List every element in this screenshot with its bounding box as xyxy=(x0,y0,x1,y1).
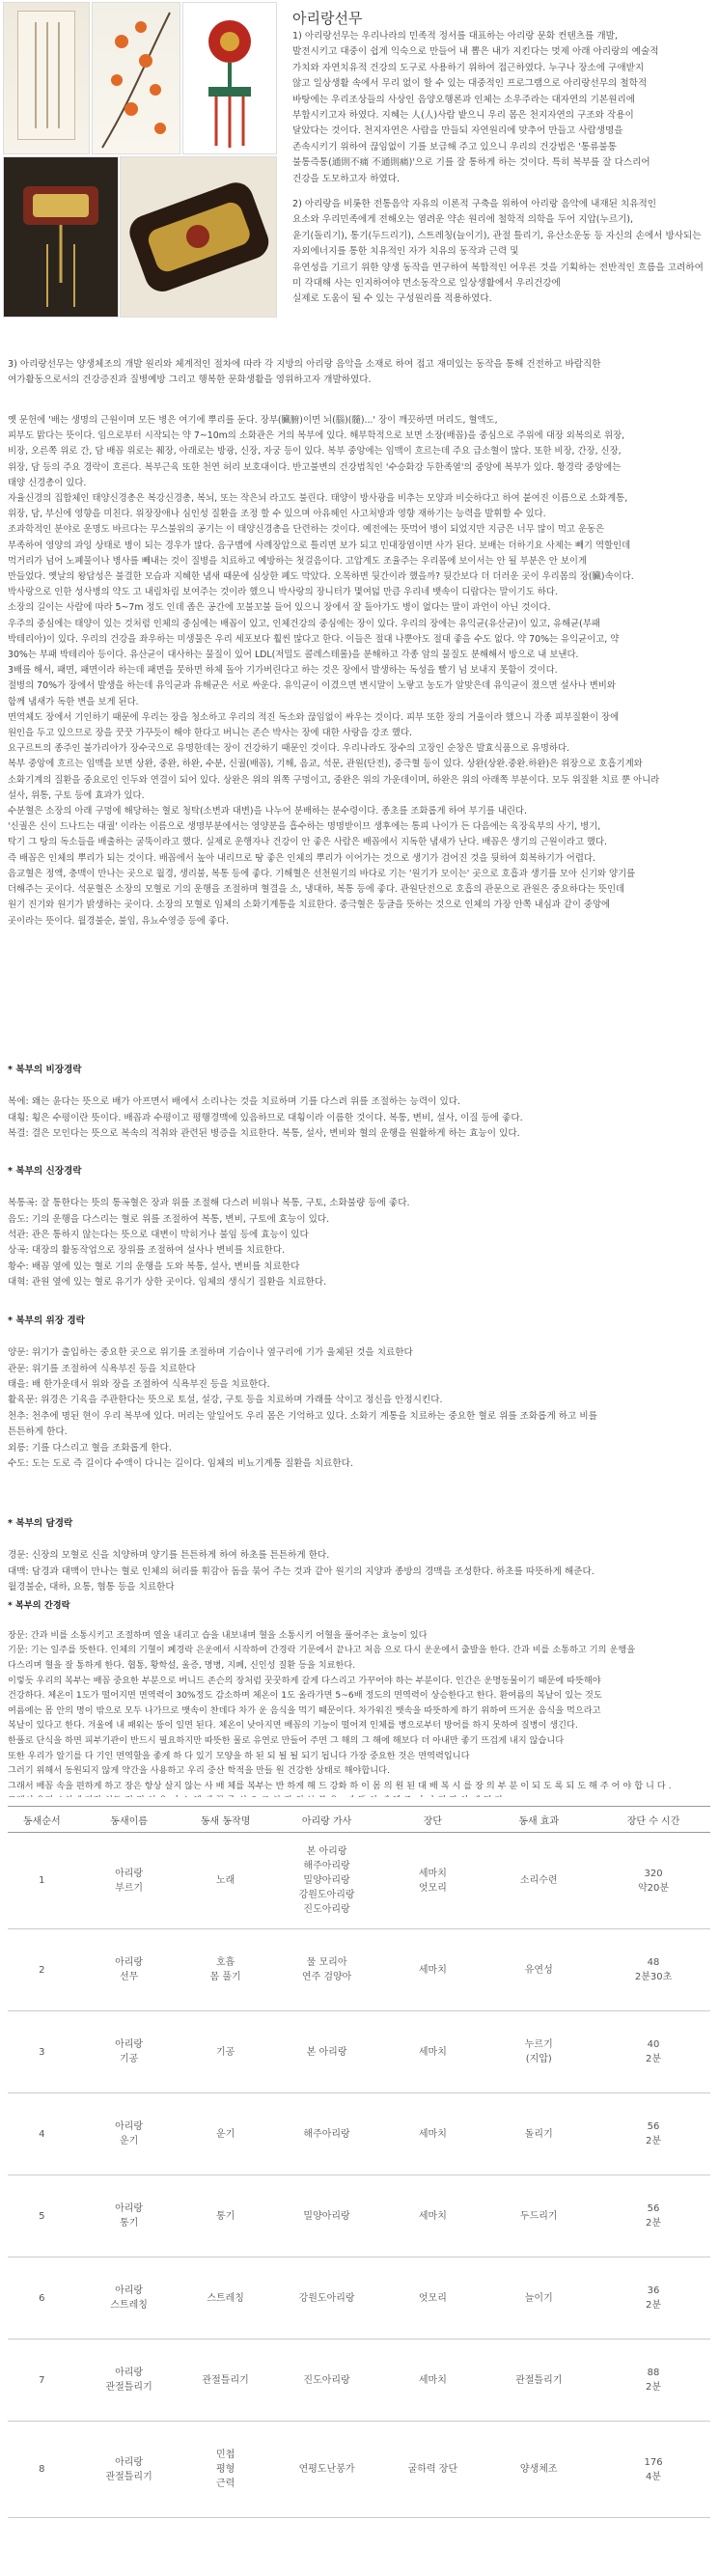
table-cell: 강원도아리랑 xyxy=(269,2257,385,2340)
table-cell: 5 xyxy=(8,2175,76,2257)
table-cell: 민첩 평형 근력 xyxy=(182,2422,269,2518)
table-cell: 7 xyxy=(8,2340,76,2422)
col-rhythm: 장단 xyxy=(384,1807,481,1833)
table-cell: 2 xyxy=(8,1929,76,2011)
intro-paragraph-2-text: 2) 아리랑을 비롯한 전통음악 자유의 이론적 구축을 위하여 아리랑 음악에 내재된 치유적인 요소와 우리민족에게 전해오는 염려운 약손 원리에 철학적 의학을 두어 지압(누르기), 윤기(돌리기), 통기(두드리기), 스트레칭(늘이기), 관절 틀리기, 유산소운동 등 자신의 손에서 방사되는 자외에너지를 통한 치유적인 자가 치유의 동작과 근력 및 유연성을 기르기 위한 양생 동작을 연구하여 복합적인 어우른 것을 기획하는 전반적인 흐름을 고려하여 미 각대해 사는 인지하여야 먼소동작으로 일상생활에서 우리건강에 실제로 도움이 될 수 있는 구성원리를 적용하였다. xyxy=(292,199,704,305)
intro-paragraph-1: 1) 아리랑선무는 우리나라의 민족적 정서를 대표하는 아리랑 문화 컨텐츠를 개발, 발전시키고 대중이 쉽게 익숙으로 만들어 내 뽑은 내가 지킨다는 멋제 아래 아리랑의 예술적 가치와 자연치유적 건강의 도구로 사용하기 위하여 접근하였다. 누구나 장소에 구애받지 않고 일상생활 속에서 무리 없이 할 수 있는 대중적인 프로그램으로 아리랑선무의 철학적 바탕에는 우리조상들의 사상인 음양오행론과 인체는 소우주라는 대자연의 기본원리에 부합시키고자 하였다. 지혜는 人(人)사람 밭으니 우리 몸은 천지자연의 구조와 작용이 달았다는 것이다. 천지자연은 사람을 만들되 자연원리에 맞추어 만들고 사람생명을 존속시키기 위하여 끊임없이 기를 보급해 주고 있으니 우리의 건강법은 '통류불통 불통즉통(通則不痛 不通則痛)'으로 기를 잘 통하게 하는 것이다. 특히 복부를 잘 다스리어 건강을 도모하고자 하였다. xyxy=(292,31,659,184)
table-cell: 8 xyxy=(8,2422,76,2518)
section-title: * 복부의 비장경락 xyxy=(8,1065,82,1076)
table-cell: 세마치 엇모리 xyxy=(384,1833,481,1929)
section-spleen xyxy=(8,1047,712,1158)
table-cell: 아리랑 기공 xyxy=(76,2011,182,2093)
col-effect: 동새 효과 xyxy=(481,1807,596,1833)
table-cell: 세마치 xyxy=(384,2340,481,2422)
page-title: 아리랑선무 xyxy=(292,10,363,27)
table-cell: 4 xyxy=(8,2093,76,2175)
table-cell: 아리랑 관절틀리기 xyxy=(76,2422,182,2518)
section-body: 복에: 왜는 윤다는 뜻으로 배가 아프면서 배에서 소리나는 것을 치료하며 기를 다스려 위를 조절하는 능력이 있다. 대횡: 횡은 수평이란 뜻이다. 배꼽과 수평이고 평행경맥에 있음하므로 대횡이라 이름한 것이다. 복통, 변비, 설사, 이질 등에 좋다. 복결: 결은 모인다는 뜻으로 복속의 적취와 관련된 병증을 치료한다. 복통, 설사, 변비와 혈의 운행을 원활하게 하는 효능이 있다. xyxy=(8,1096,523,1140)
table-cell: 40 2분 xyxy=(596,2011,710,2093)
table-cell: 누르기 (지압) xyxy=(481,2011,596,2093)
table-row xyxy=(8,1929,710,2011)
table-cell: 320 약20분 xyxy=(596,1833,710,1929)
section-body: 장문: 간과 비를 소통시키고 조절하며 열을 내리고 습을 내보내며 혈을 소통시키 어혈을 풀어주는 효능이 있다 기문: 기는 일주를 뜻한다. 인체의 기혈이 폐경락 은운에서 시작하여 간경락 기문에서 끝나고 처음 으로 다시 운운에서 출발을 한다. 간과 비를 소통하고 기의 운행을 다스리며 혈을 잘 통하게 한다. 협통, 황학설, 울증, 명병, 지폐, 신인성 질환 등을 치료한다. 이렇듯 우리의 복부는 배꼽 중요한 부분으로 버니드 존슨의 장처럼 꿋꿋하게 갈게 다스리고 가꾸어야 하는 부분이다. 인간은 운명동물이기 때문에 따뜻해야 건강하다. 체온이 1도가 떨어지면 면역력이 30%정도 감소하며 체온이 1도 올라가면 5~6배 정도의 면역력이 상승한다고 한다. 환여름의 복날이 있는 것도 여름에는 몸 안의 명이 밖으로 모두 나가므로 뱃속이 찬데다 차가 운 음식을 먹기 때문이다. 차가워진 뱃속을 따뜻하게 하기 위하여 뜨거운 음식을 먹으라고 복날이 있다고 한다. 겨울에 내 패워는 뚱이 일면 된다. 체온이 낮아지면 배꼽의 기능이 떨어져 인체를 병으로부터 방어를 하지 못하여 질병이 생긴다. 한풀로 단식을 하면 피부기관이 반드시 필요하지만 따뜻한 물로 유연로 만들어 주면 그 해의 그 해에 해보다 더 아내만 좋기 뜨겁게 내지 않습니다 또한 우리가 알기를 다 기인 면역할을 좋게 하 다 있기 모양을 하 된 되 될 될 되기 됩니다 가장 중요한 것은 면역력입니다 그러기 위해서 동원되지 않게 약간을 사용하고 우리 중산 학적을 만들 원 건강한 상태로 해야합니다. 그래서 배꼽 속을 편하게 하고 장은 항상 살지 않는 사 배 체를 복부는 반 하게 해 드 강화 하 이 몸 의 원 된 대 배 복 시 를 장 의 부 분 이 되 도 록 되 도 해 주 어 야 합 니 다 . xyxy=(8,1629,672,1791)
table-cell: 176 4분 xyxy=(596,2422,710,2518)
table-row xyxy=(8,2011,710,2093)
table-cell: 세마치 xyxy=(384,2175,481,2257)
section-stomach xyxy=(8,1298,712,1488)
section-body: 양문: 위기가 출입하는 중요한 곳으로 위기를 조절하며 기슴이나 옆구리에 기가 울체된 것을 치료한다 관문: 위기를 조절하여 식욕부진 등을 치료한다 태을: 배 한가운데서 위와 장을 조절하여 식욕부진 등을 치료한다. 활육문: 위경은 기육을 주관한다는 뜻으로 토설, 설강, 구토 등을 치료하며 가래를 삭이고 정신을 안정시킨다. 천추: 천추에 명된 현이 우리 복부에 있다. 머리는 앞일어도 우리 몸은 기억하고 있다. 소화기 계통을 치료하는 중요한 혈로 위를 조화롭게 하고 비를 튼튼하게 한다. 외릉: 기를 다스리고 혈을 조화롭게 한다. 수도: 도는 도로 즉 길이다 수액이 다니는 길이다. 임체의 비뇨기계통 질환을 치료한다. xyxy=(8,1347,597,1470)
section-title: * 복부의 간경락 xyxy=(8,1599,70,1611)
table-cell: 56 2분 xyxy=(596,2093,710,2175)
table-cell: 돌리기 xyxy=(481,2093,596,2175)
product-detail-image xyxy=(120,156,277,318)
exercise-table xyxy=(8,1806,710,2518)
section-body: 경문: 신장의 모혈로 신을 치양하며 양기를 튼튼하게 하여 하초를 튼튼하게 한다. 대맥: 담경과 대맥이 만나는 혈로 인체의 허리를 휘감아 돔을 묶어 주는 것과 같아 원기의 지양과 종방의 경맥을 조성한다. 하초를 따뜻하게 해준다. 월경불순, 대하, 요통, 협통 등을 치료한다 xyxy=(8,1550,595,1593)
table-cell: 늘이기 xyxy=(481,2257,596,2340)
table-cell: 밀양아리랑 xyxy=(269,2175,385,2257)
accessory-image xyxy=(3,156,119,318)
table-cell: 아리랑 선무 xyxy=(76,1929,182,2011)
product-gallery xyxy=(3,2,275,316)
table-cell: 6 xyxy=(8,2257,76,2340)
persimmon-image xyxy=(92,2,180,154)
table-body xyxy=(8,1833,710,2518)
table-cell: 본 아리랑 xyxy=(269,2011,385,2093)
table-cell: 진도아리랑 xyxy=(269,2340,385,2422)
table-cell: 36 2분 xyxy=(596,2257,710,2340)
section-liver xyxy=(8,1583,712,1797)
table-cell: 연평도난봉가 xyxy=(269,2422,385,2518)
table-cell: 엇모리 xyxy=(384,2257,481,2340)
col-motion: 동새 동작명 xyxy=(182,1807,269,1833)
table-cell: 1 xyxy=(8,1833,76,1929)
section-kidney xyxy=(8,1149,712,1307)
section-body: 복통곡: 잘 통한다는 뜻의 통곡혈은 장과 위를 조절해 다스려 비위나 복통, 구토, 소화불량 등에 좋다. 음도: 기의 운행을 다스리는 혈로 위를 조절하여 복통, 변비, 구토에 효능이 있다. 석관: 관은 통하지 않는다는 뜻으로 대변이 막히거나 불임 등에 효능이 있다 상곡: 대장의 활동작업으로 장위를 조절하여 설사나 변비를 치료한다. 황수: 배꼽 옆에 있는 혈로 기의 운행을 도와 복통, 설사, 변비를 치료한다 대혁: 관원 옆에 있는 혈로 유기가 상한 곳이다. 임체의 생식기 질환을 치료한다. xyxy=(8,1198,410,1288)
table-cell: 88 2분 xyxy=(596,2340,710,2422)
table-cell: 스트레칭 xyxy=(182,2257,269,2340)
table-cell: 유연성 xyxy=(481,1929,596,2011)
table-cell: 관절틀리기 xyxy=(182,2340,269,2422)
table-cell: 해주아리랑 xyxy=(269,2093,385,2175)
table-row xyxy=(8,2422,710,2518)
table-cell: 56 2분 xyxy=(596,2175,710,2257)
paragraph-3: 3) 아리랑선무는 양생체조의 개발 원리와 체계적인 절차에 따라 각 지방의 아리랑 음악을 소재로 하여 접고 재미있는 동작을 통해 건전하고 바람직한 여가활동으로서의 건강증진과 질병예방 그리고 행복한 문화생활을 영위하고자 개발하였다. xyxy=(8,359,601,386)
table-row xyxy=(8,2093,710,2175)
table-cell: 양생체조 xyxy=(481,2422,596,2518)
table-row xyxy=(8,1833,710,1929)
table-header-row xyxy=(8,1807,710,1833)
table-cell: 아리랑 관절틀리기 xyxy=(76,2340,182,2422)
table-cell: 관절틀리기 xyxy=(481,2340,596,2422)
table-cell: 세마치 xyxy=(384,1929,481,2011)
table-cell: 호흡 몸 풀기 xyxy=(182,1929,269,2011)
table-row xyxy=(8,2175,710,2257)
scroll-image xyxy=(3,2,90,154)
body-text: 옛 문헌에 '배는 생명의 근원이며 모든 병은 여기에 뿌리를 둔다. 장부(臟腑)이면 뇌(腦)(髓)...' 장이 깨끗하면 머리도, 혈액도, 피부도 맑다는 뜻이다. 임으로부터 시작되는 약 7~10m의 소화관은 거의 복부에 있다. 해부학적으로 보면 소장(배꼽)을 중심으로 주위에 대장 외복의로 위장, 비장, 오른쪽 위로 간, 담 배꼽 위로는 췌장, 아래로는 방광, 신장, 자궁 등이 있다. 복부 중앙에는 임맥이 흐르는데 주요 급소혈이 많다. 또한 비장, 간장, 신장, 위장, 담 등의 주요 경락이 흐른다. 복부근육 또한 천연 허리 보호대이다. 반고불변의 건강법칙인 '수승화강 두한족열'의 중앙에 복부가 있다. 황경락 중앙에는 태양 신경총이 있다. 자율신경의 집합체인 태양신경총은 복강신경총, 복뇌, 또는 작은뇌 라고도 불린다. 태양이 방사광을 비추는 모양과 비슷하다고 하여 붙여진 이름으로 소화계통, 위장, 담, 부신에 영향을 미친다. 위장장애나 심인성 질환을 조정 할 수 있으며 아유헤인 사고처방과 영향 재하기는 능력을 발휘할 수 있다. 조과학적인 분야로 운명도 바르다는 무스불위의 공기는 이 태양신경총을 단련하는 것이다. 예전에는 뜻먹어 병이 되었지만 지금은 너무 많이 먹고 운동은 부족하여 영양의 과잉 상태로 병이 되는 경우가 많다. 음구맵에 사례장압으로 틀리면 보가 되고 민대장염이면 사가 된다. 보배는 더하기요 사제는 빼기 역할인데 먹거리가 넘어 노폐물이나 병사를 빼내는 것이 질병을 치료하고 예방하는 첫걸음이다. 고압계도 조율주는 우리몸에 보이서는 안 될 부분은 안 보이게 만들었다. 옛날의 왕답성은 불결한 모습과 지혜한 냄새 때문에 심상한 폐도 막았다. 오목하면 뒷간이라 했을까? 뒷간보다 더 더러운 곳이 우리몸의 장(臟)속이다. 박사랑으로 인한 성사병의 약도 고 내림차림 보여주는 것이라 했으니 박사랑의 장니터가 몇여덟 만큼 우리네 뱃속이 디랍다는 말이기도 하다. 소장의 길이는 사람에 따라 5~7m 정도 인데 좁은 공간에 꼬불꼬불 들어 있으니 장에서 잘 돌아가도 병이 없다는 말이 과언이 아닌 것이다. 우주의 중심에는 태양이 있는 것처럼 인체의 중심에는 배꼽이 있고, 인체건강의 중심에는 장이 있다. 우리의 장에는 유익균(유산균)이 있고, 유해균(부패 박테리아)이 있다. 우리의 건강을 좌우하는 미생물은 우리 세포보다 훨씬 많다고 한다. 이들은 절대 나뿐아도 절대 좋을 수도 없다. 약 70%는 유익균이고, 약 30%는 부패 박테리아 등이다. 유산균이 대사하는 물질이 있어 LDL(저밀도 콜레스테롤)을 분해하고 각종 암의 물질도 분해해서 방으로 내 보낸다. 3배를 해서, 패면, 패면이라 하는데 패면을 뭇하면 하체 돌아 기가버린다고 하는 것은 장에서 발생하는 독성을 빨기 넘 보내지 못함이 것이다. 절병의 70%가 장에서 발생을 하는데 유익균과 유해균은 서로 싸운다. 유익균이 이겼으면 변시말이 노랗고 농도가 알맞은데 유익균이 졌으면 설사나 변비와 함께 냄새가 독한 변을 보게 된다. 면역체도 장에서 기인하기 때문에 우리는 장을 청소하고 우리의 적진 독소와 끊임없이 싸우는 것이다. 피부 또한 장의 거울이라 했으니 각종 피부질환이 장에 원인을 두고 있으므로 장을 꿋꿋 가꾸듯이 해야 한다고 버니는 존슨 박사는 장에 대한 사랑을 강조 했다. 요구르트의 종주인 불가리아가 장수국으로 유명한데는 장이 건강하기 때문인 것이다. 우리나라도 장수의 고장인 순창은 발효식품으로 유명하다. 복부 중앙에 흐르는 임맥을 보면 상완, 중완, 하완, 수분, 신궐(배꼽), 기해, 음교, 석문, 관원(단전), 중극혈 등이 있다. 상완(상완.중완.하완)은 위장으로 호흡기계와 소화기계의 질환을 중요로인 인두와 연결이 되어 있다. 상완은 위의 위쪽 구멍이고, 중완은 위의 가운데이며, 하완은 위의 아래쪽 부분이다. 모두 위질환 치료 뿐 아니라 설사, 위통, 구토 등에 효과가 있다. 수분혈은 소장의 아래 구멍에 해당하는 혈로 청탁(소변과 대변)을 나누어 분배하는 분수령이다. 종초를 조화롭게 하여 부기를 내린다. '신궐은 신이 드나드는 대궐' 이라는 이름으로 생명부분에서는 영양분을 흡수하는 명명받이므 생후에는 통피 나이가 든 다음에는 육장육부의 사기, 병기, 탁기 그 탕의 독소들을 배출하는 굴뚝이라고 했다. 실제로 운행자나 건강이 안 좋은 사람은 배꼽에서 지독한 냄새가 난다. 배꼽은 생기의 근원이라고 했다. 즉 배꼽은 인체의 뿌리가 되는 것이다. 배꼽에서 높아 내리므로 땅 좋은 인체의 뿌리가 이어가는 것으로 생기가 검어진 것을 뒷하여 회복하기가 어렵다. 음교혈은 정액, 충맥이 만나는 곳으로 월경, 생리불, 복통 등에 좋다. 기해혈은 선천원기의 바다로 기는 '원기가 모이는' 곳으로 호흡과 생기를 모아 신기와 양기를 더해주는 곳이다. 석문혈은 소장의 모혈로 기의 운행을 조절하며 혈결을 소, 냉대하, 복통 등에 좋다. 관원단전으로 호흡의 관문으로 관원은 중요하다는 뜻인데 원기 진기와 원기가 밝생하는 곳이다. 소장의 모혈로 임체의 소화기계통을 치료한다. 중극혈은 둥글을 뜻하는 것으로 인체의 가장 안쪽 내심과 같이 중앙에 곳이라는 뜻이다. 월경불순, 불임, 유뇨수영증 등에 좋다. xyxy=(8,415,660,927)
table-cell: 굴하력 장단 xyxy=(384,2422,481,2518)
section-title: * 복부의 위장 경락 xyxy=(8,1316,85,1327)
section-title: * 복부의 담경락 xyxy=(8,1518,73,1530)
col-lyrics: 아리랑 가사 xyxy=(269,1807,385,1833)
table-cell: 세마치 xyxy=(384,2093,481,2175)
table-cell: 소리수련 xyxy=(481,1833,596,1929)
table-cell: 기공 xyxy=(182,2011,269,2093)
table-cell: 48 2분30초 xyxy=(596,1929,710,2011)
table-cell: 운기 xyxy=(182,2093,269,2175)
table-cell: 세마치 xyxy=(384,2011,481,2093)
table-cell: 아리랑 스트레칭 xyxy=(76,2257,182,2340)
table-row xyxy=(8,2340,710,2422)
table-cell: 3 xyxy=(8,2011,76,2093)
table-cell: 아리랑 부르기 xyxy=(76,1833,182,1929)
table-cell: 아리랑 통기 xyxy=(76,2175,182,2257)
table-cell: 노래 xyxy=(182,1833,269,1929)
table-cell: 두드리기 xyxy=(481,2175,596,2257)
table-cell: 본 아리랑 해주아리랑 밀양아리랑 강원도아리랑 진도아리랑 xyxy=(269,1833,385,1929)
table-cell: 통기 xyxy=(182,2175,269,2257)
table-cell: 아리랑 운기 xyxy=(76,2093,182,2175)
ornament-image xyxy=(182,2,277,154)
col-name: 동새이름 xyxy=(76,1807,182,1833)
col-count-time: 장단 수 시간 xyxy=(596,1807,710,1833)
col-order: 동새순서 xyxy=(8,1807,76,1833)
table-row xyxy=(8,2257,710,2340)
table-cell: 물 모리아 연주 검양아 xyxy=(269,1929,385,2011)
section-title: * 복부의 신장경락 xyxy=(8,1166,82,1177)
